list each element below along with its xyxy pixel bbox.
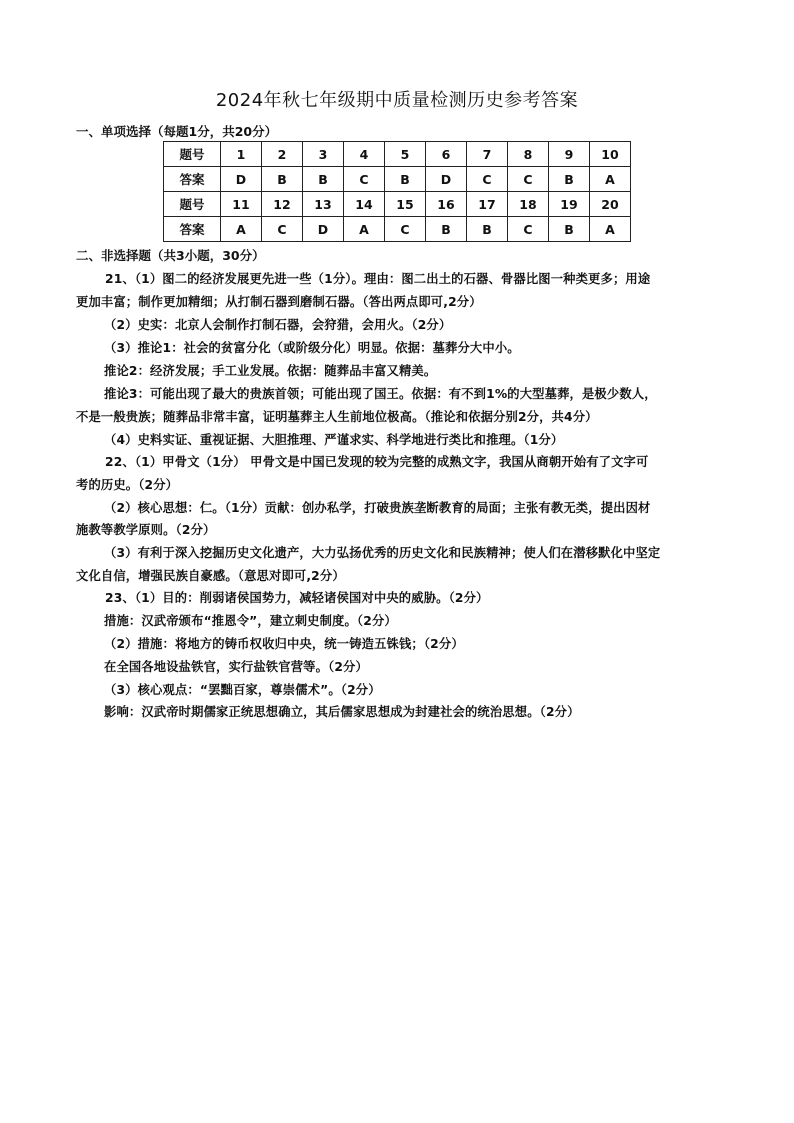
table-cell: C	[385, 217, 426, 242]
answer-line: 23、（1）目的：削弱诸侯国势力，减轻诸侯国对中央的威胁。（2分）	[105, 591, 489, 605]
table-cell: C	[508, 217, 549, 242]
answer-line: 22、（1）甲骨文（1分） 甲骨文是中国已发现的较为完整的成熟文字，我国从商朝开始有了文字可	[105, 455, 649, 469]
table-row	[164, 142, 631, 167]
table-cell: 13	[303, 192, 344, 217]
answer-line: （3）核心观点：“罢黜百家，尊崇儒术”。（2分）	[104, 683, 381, 697]
section-heading-nonchoice: 二、非选择题（共3小题，30分）	[76, 248, 265, 263]
answer-line: 不是一般贵族；随葬品非常丰富，证明墓葬主人生前地位极高。（推论和依据分别2分，共4分）	[76, 410, 598, 424]
answer-line: 措施：汉武帝颁布“推恩令”，建立刺史制度。（2分）	[104, 614, 397, 628]
answer-line: 施教等教学原则。（2分）	[76, 523, 216, 537]
table-cell: 16	[426, 192, 467, 217]
answer-table	[163, 141, 631, 242]
table-cell: 10	[590, 142, 631, 167]
table-cell: 1	[221, 142, 262, 167]
table-cell: B	[549, 217, 590, 242]
table-cell: 11	[221, 192, 262, 217]
table-cell: C	[262, 217, 303, 242]
table-cell: B	[549, 167, 590, 192]
answer-line: 推论2：经济发展；手工业发展。依据：随葬品丰富又精美。	[104, 364, 437, 378]
row-label: 题号	[164, 192, 221, 217]
table-cell: 20	[590, 192, 631, 217]
table-cell: D	[221, 167, 262, 192]
table-cell: 8	[508, 142, 549, 167]
table-cell: C	[344, 167, 385, 192]
table-cell: 14	[344, 192, 385, 217]
table-row	[164, 217, 631, 242]
table-cell: 19	[549, 192, 590, 217]
table-cell: A	[590, 217, 631, 242]
answer-line: （3）推论1：社会的贫富分化（或阶级分化）明显。依据：墓葬分大中小。	[104, 341, 520, 355]
table-cell: 18	[508, 192, 549, 217]
answer-line: （2）核心思想：仁。（1分）贡献：创办私学，打破贵族垄断教育的局面；主张有教无类，提出因材	[104, 501, 651, 515]
table-cell: B	[262, 167, 303, 192]
table-cell: B	[467, 217, 508, 242]
row-label: 题号	[164, 142, 221, 167]
table-cell: 3	[303, 142, 344, 167]
table-cell: 7	[467, 142, 508, 167]
answer-line: 影响：汉武帝时期儒家正统思想确立，其后儒家思想成为封建社会的统治思想。（2分）	[104, 705, 580, 719]
answer-line: （2）措施：将地方的铸币权收归中央，统一铸造五铢钱；（2分）	[104, 637, 464, 651]
answer-line: （2）史实：北京人会制作打制石器，会狩猎，会用火。（2分）	[104, 318, 452, 332]
table-cell: 17	[467, 192, 508, 217]
answer-line: （4）史料实证、重视证据、大胆推理、严谨求实、科学地进行类比和推理。（1分）	[104, 433, 564, 447]
table-cell: D	[426, 167, 467, 192]
table-cell: B	[426, 217, 467, 242]
table-cell: 5	[385, 142, 426, 167]
table-row	[164, 167, 631, 192]
answer-line: 考的历史。（2分）	[76, 478, 179, 492]
answer-line: 21、（1）图二的经济发展更先进一些（1分）。理由：图二出土的石器、骨器比图一种类更多；用途	[105, 272, 651, 286]
table-cell: 2	[262, 142, 303, 167]
answer-line: 推论3：可能出现了最大的贵族首领；可能出现了国王。依据：有不到1%的大型墓葬，是极少数人，	[104, 387, 657, 401]
table-cell: B	[385, 167, 426, 192]
table-cell: A	[590, 167, 631, 192]
table-cell: C	[467, 167, 508, 192]
table-cell: 4	[344, 142, 385, 167]
row-label: 答案	[164, 217, 221, 242]
answer-line: （3）有利于深入挖掘历史文化遗产，大力弘扬优秀的历史文化和民族精神；使人们在潜移默化中坚定	[104, 546, 661, 560]
table-cell: A	[344, 217, 385, 242]
row-label: 答案	[164, 167, 221, 192]
answer-line: 在全国各地设盐铁官，实行盐铁官营等。（2分）	[104, 660, 368, 674]
answer-line: 文化自信，增强民族自豪感。（意思对即可,2分）	[76, 569, 345, 583]
table-cell: 15	[385, 192, 426, 217]
answer-line: 更加丰富；制作更加精细；从打制石器到磨制石器。（答出两点即可,2分）	[76, 295, 482, 309]
table-cell: B	[303, 167, 344, 192]
table-cell: 6	[426, 142, 467, 167]
table-row	[164, 192, 631, 217]
page-title: 2024年秋七年级期中质量检测历史参考答案	[215, 90, 579, 111]
table-cell: A	[221, 217, 262, 242]
section-heading-choice: 一、单项选择（每题1分，共20分）	[76, 124, 278, 139]
table-cell: D	[303, 217, 344, 242]
table-cell: 12	[262, 192, 303, 217]
table-cell: C	[508, 167, 549, 192]
table-cell: 9	[549, 142, 590, 167]
